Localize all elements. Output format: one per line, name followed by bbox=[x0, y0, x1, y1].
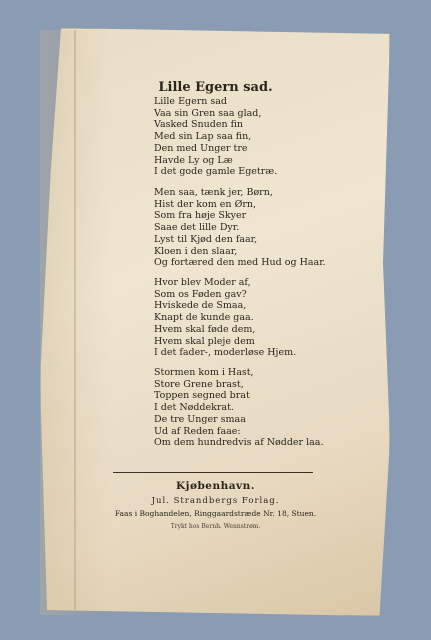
poem-line: Toppen segned brat bbox=[154, 390, 250, 402]
poem-line: Ud af Reden faae: bbox=[154, 425, 241, 437]
poem-line: Som fra høje Skyer bbox=[154, 210, 247, 222]
poem-line: Og fortæred den med Hud og Haar. bbox=[154, 257, 326, 269]
poem-line: Hvem skal pleje dem bbox=[154, 335, 255, 347]
imprint-city: Kjøbenhavn. bbox=[176, 480, 255, 492]
poem-line: Saae det lille Dyr. bbox=[154, 222, 240, 234]
poem-line: Knapt de kunde gaa. bbox=[154, 312, 254, 324]
poem-line: Vaa sin Gren saa glad, bbox=[154, 107, 262, 119]
imprint-printer: Trykt hos Bernh. Wennstrøm. bbox=[170, 523, 261, 530]
poem-line: Hvem skal føde dem, bbox=[154, 323, 256, 335]
poem-line: Men saa, tænk jer, Børn, bbox=[154, 187, 273, 198]
poem-title: Lille Egern sad. bbox=[158, 80, 273, 95]
poem-line: Vasked Snuden fin bbox=[154, 119, 244, 131]
poem-line: Stormen kom i Hast, bbox=[154, 367, 254, 378]
imprint-publisher: Jul. Strandbergs Forlag. bbox=[151, 496, 280, 506]
poem-line: Hvor blev Moder af, bbox=[154, 277, 251, 288]
poem-line: I det gode gamle Egetræ. bbox=[154, 166, 278, 178]
stanza-4 bbox=[154, 367, 324, 449]
poem-line: Om dem hundredvis af Nødder laa. bbox=[154, 437, 324, 449]
stanza-2 bbox=[154, 187, 326, 269]
divider-rule bbox=[113, 472, 313, 473]
imprint-sale-info: Faas i Boghandelen, Ringgaardstræde Nr. 18, Stuen. bbox=[114, 509, 317, 518]
poem-line: Hviskede de Smaa, bbox=[154, 300, 247, 312]
stanza-3 bbox=[154, 277, 296, 359]
poem-line: I det Nøddekrat. bbox=[154, 402, 234, 414]
poem-line: Hist der kom en Ørn, bbox=[154, 198, 257, 210]
poem-line: Havde Ly og Læ bbox=[154, 154, 233, 166]
poem-line: De tre Unger smaa bbox=[154, 413, 246, 425]
poem-line: Som os Føden gav? bbox=[154, 288, 247, 300]
poem-line: Lyst til Kjød den faar, bbox=[154, 233, 258, 245]
stanza-1 bbox=[154, 96, 277, 178]
poem-line: Med sin Lap saa fin, bbox=[154, 131, 252, 143]
poem-line: I det fader-, moderløse Hjem. bbox=[154, 347, 297, 359]
poem-line: Lille Egern sad bbox=[154, 96, 228, 107]
poem-line: Den med Unger tre bbox=[154, 142, 248, 154]
poem-line: Store Grene brast, bbox=[154, 378, 244, 390]
poem-line: Kloen i den slaar, bbox=[154, 245, 238, 257]
